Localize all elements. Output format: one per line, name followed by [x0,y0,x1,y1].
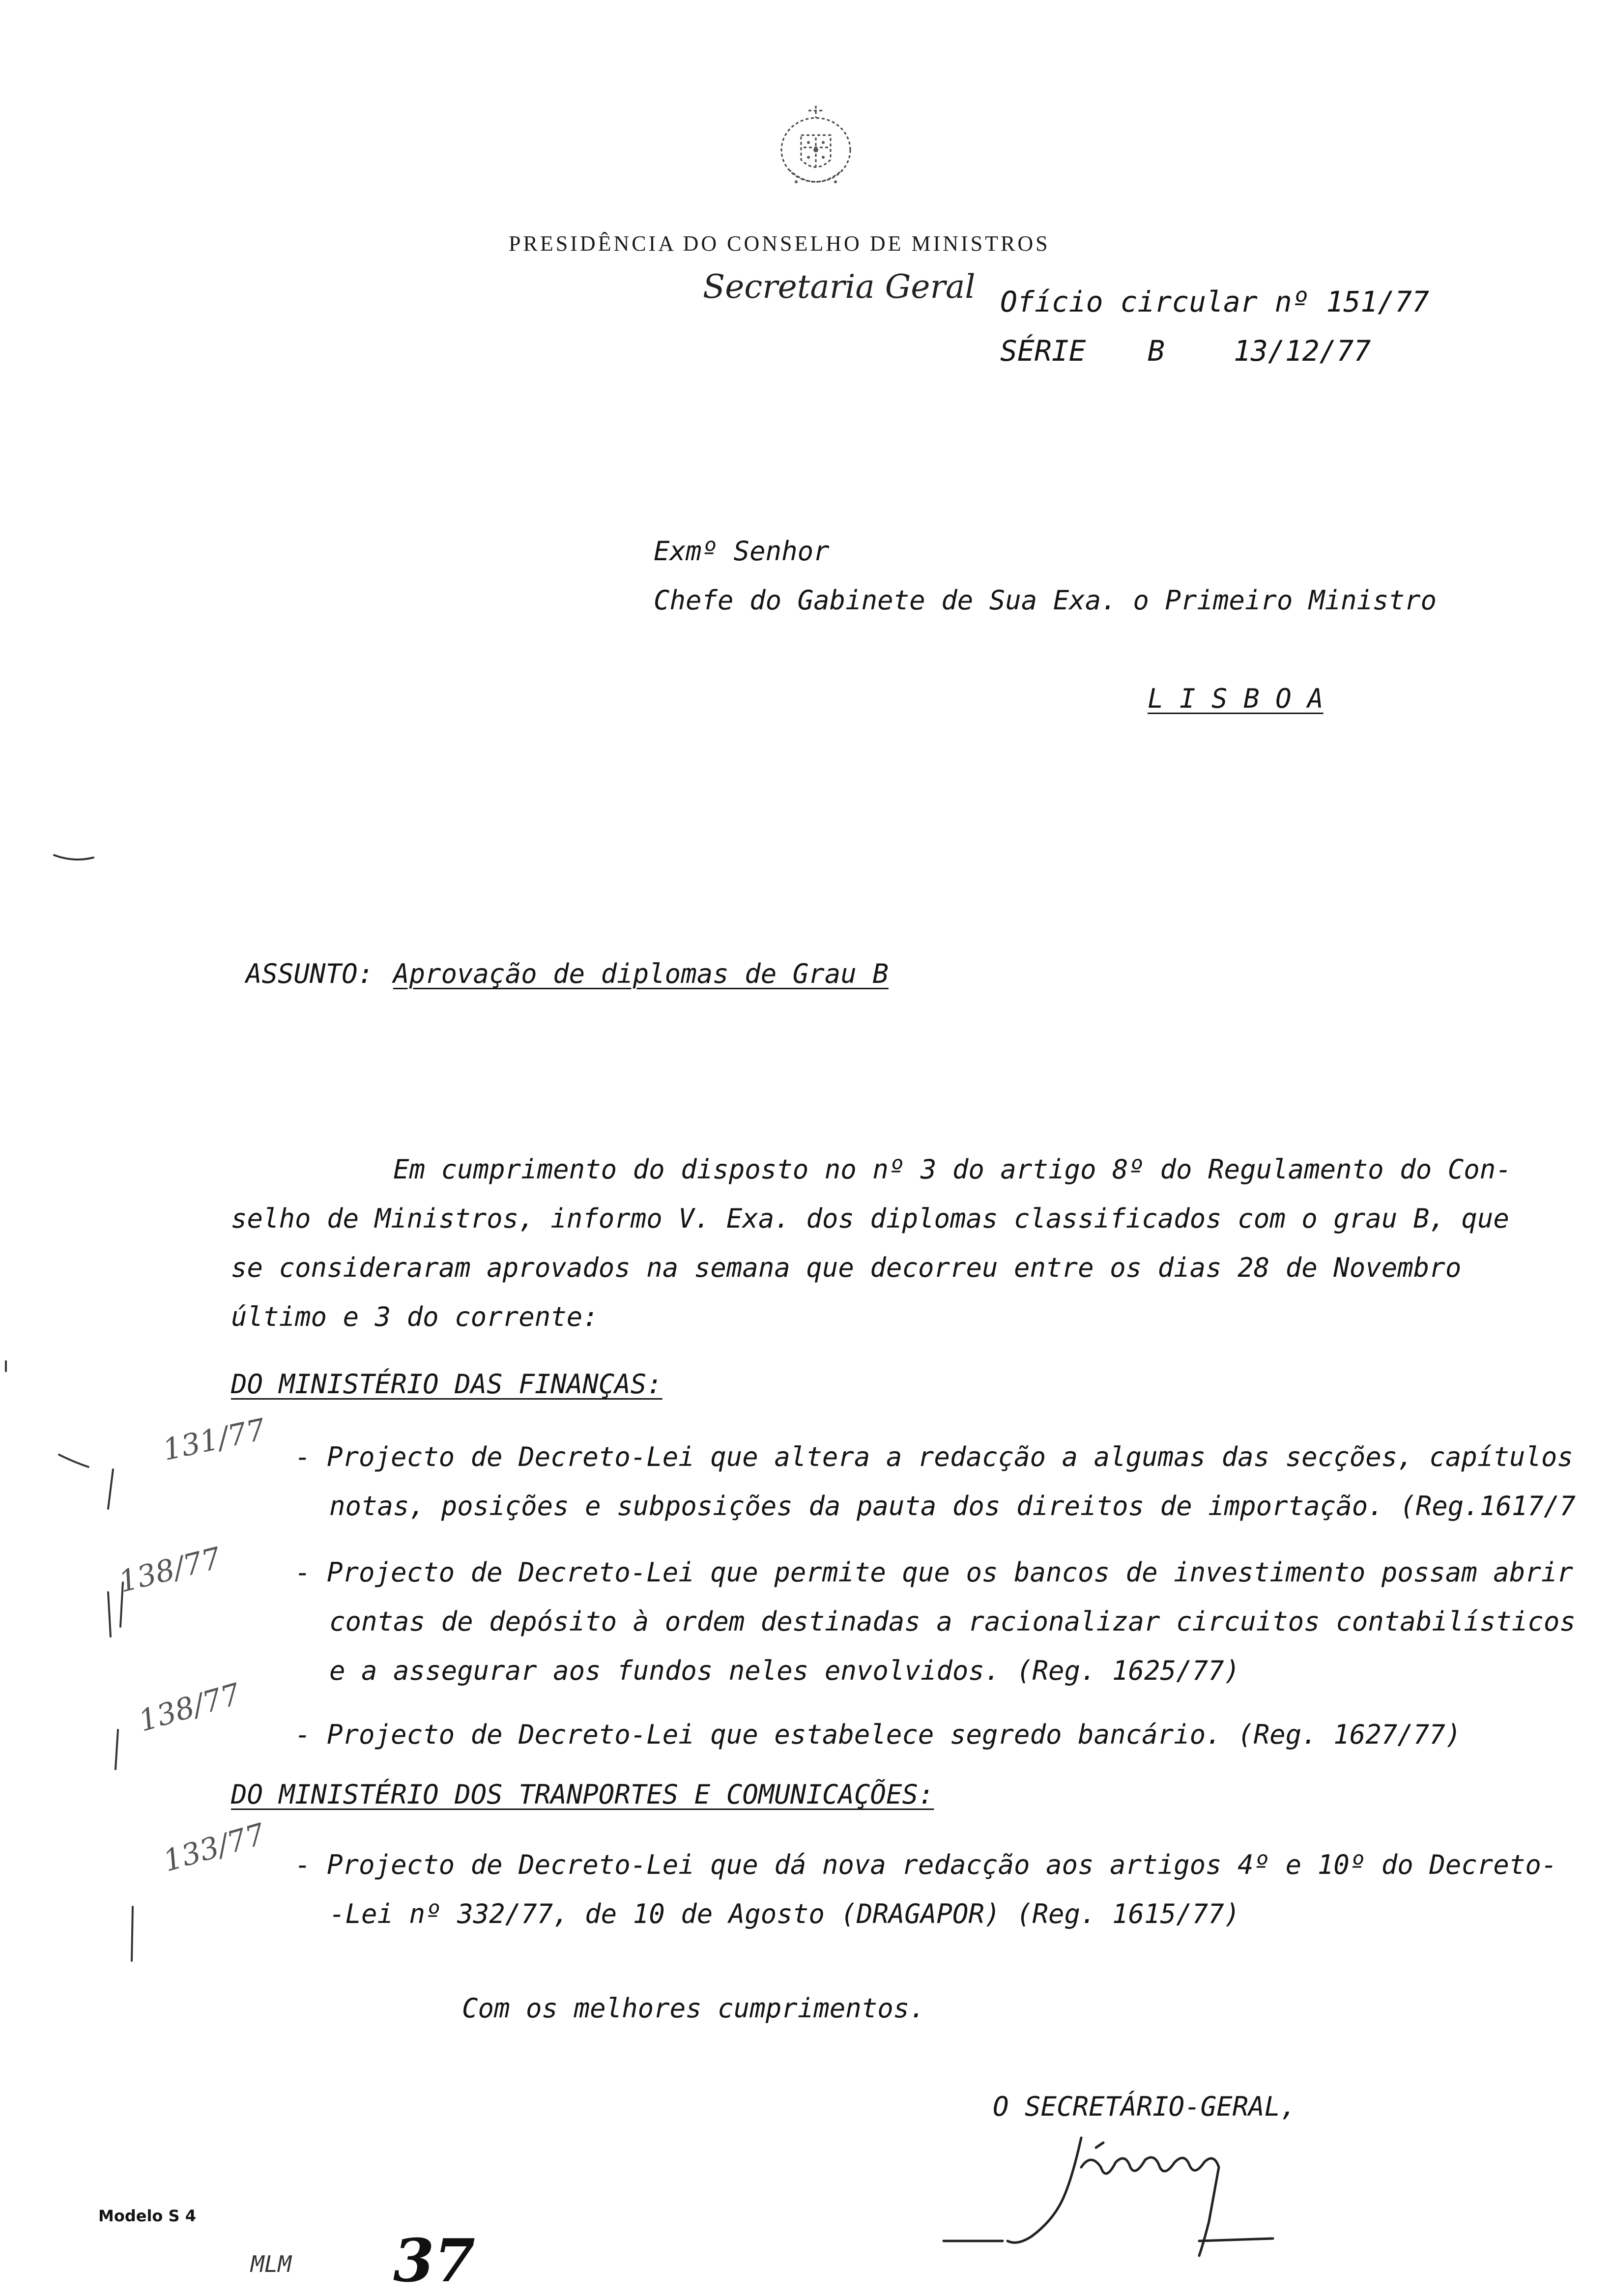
margin-note: 138/77 [115,1541,225,1600]
margin-note: 131/77 [160,1412,269,1468]
signature-title: O SECRETÁRIO-GERAL, [993,2091,1296,2122]
list-item [295,1840,1557,1939]
handwritten-signature [934,2123,1327,2270]
initials: MLM [251,2251,292,2277]
section-heading-finance: DO MINISTÉRIO DAS FINANÇAS: [231,1369,662,1400]
circular-reference: Ofício circular nº 151/77 [1000,285,1429,318]
closing-text: Com os melhores cumprimentos. [462,1993,925,2024]
item-line: contas de depósito à ordem destinadas a racionalizar circuitos contabilísticos [329,1606,1576,1637]
subject-label: ASSUNTO: [246,958,374,989]
margin-strokes [0,0,295,1966]
serie-value: B [1148,334,1165,368]
letterhead-organization: PRESIDÊNCIA DO CONSELHO DE MINISTROS [509,231,1050,256]
item-line: notas, posições e subposições da pauta dos direitos de importação. (Reg.1617/7 [329,1491,1576,1521]
addressee-line: Chefe do Gabinete de Sua Exa. o Primeiro Ministro [654,585,1437,616]
body-line: último e 3 do corrente: [231,1301,599,1332]
item-line: - Projecto de Decreto-Lei que dá nova redacção aos artigos 4º e 10º do Decreto- [295,1849,1557,1880]
serie-label: SÉRIE [1000,334,1086,368]
margin-note: 133/77 [159,1817,269,1879]
coat-of-arms-emblem [762,96,870,204]
item-line: - Projecto de Decreto-Lei que permite que os bancos de investimento possam abrir [295,1557,1573,1588]
list-item [295,1433,1576,1531]
list-item [295,1710,1461,1759]
salutation: Exmº Senhor [654,536,830,567]
body-line: selho de Ministros, informo V. Exa. dos diplomas classificados com o grau B, que [231,1203,1509,1234]
handwritten-mark: 37 [393,2226,475,2296]
subject-text: Aprovação de diplomas de Grau B [393,958,889,989]
item-line: - Projecto de Decreto-Lei que estabelece segredo bancário. (Reg. 1627/77) [295,1719,1462,1750]
circular-date: 13/12/77 [1234,334,1371,368]
item-line: - Projecto de Decreto-Lei que altera a redacção a algumas das secções, capítulos [295,1441,1573,1472]
addressee-city: L I S B O A [1148,683,1324,714]
model-label: Modelo S 4 [98,2207,196,2225]
body-line: Em cumprimento do disposto no nº 3 do artigo 8º do Regulamento do Con- [393,1154,1512,1185]
body-paragraph [231,1145,1512,1342]
list-item [295,1548,1576,1695]
letterhead-department: Secretaria Geral [703,268,976,306]
item-line: e a assegurar aos fundos neles envolvidos. (Reg. 1625/77) [329,1655,1240,1686]
body-line: se consideraram aprovados na semana que decorreu entre os dias 28 de Novembro [231,1252,1462,1283]
item-line: -Lei nº 332/77, de 10 de Agosto (DRAGAPOR) (Reg. 1615/77) [329,1898,1240,1929]
section-heading-transport: DO MINISTÉRIO DOS TRANPORTES E COMUNICAÇÕES: [231,1779,934,1810]
margin-note: 138/77 [135,1677,244,1739]
